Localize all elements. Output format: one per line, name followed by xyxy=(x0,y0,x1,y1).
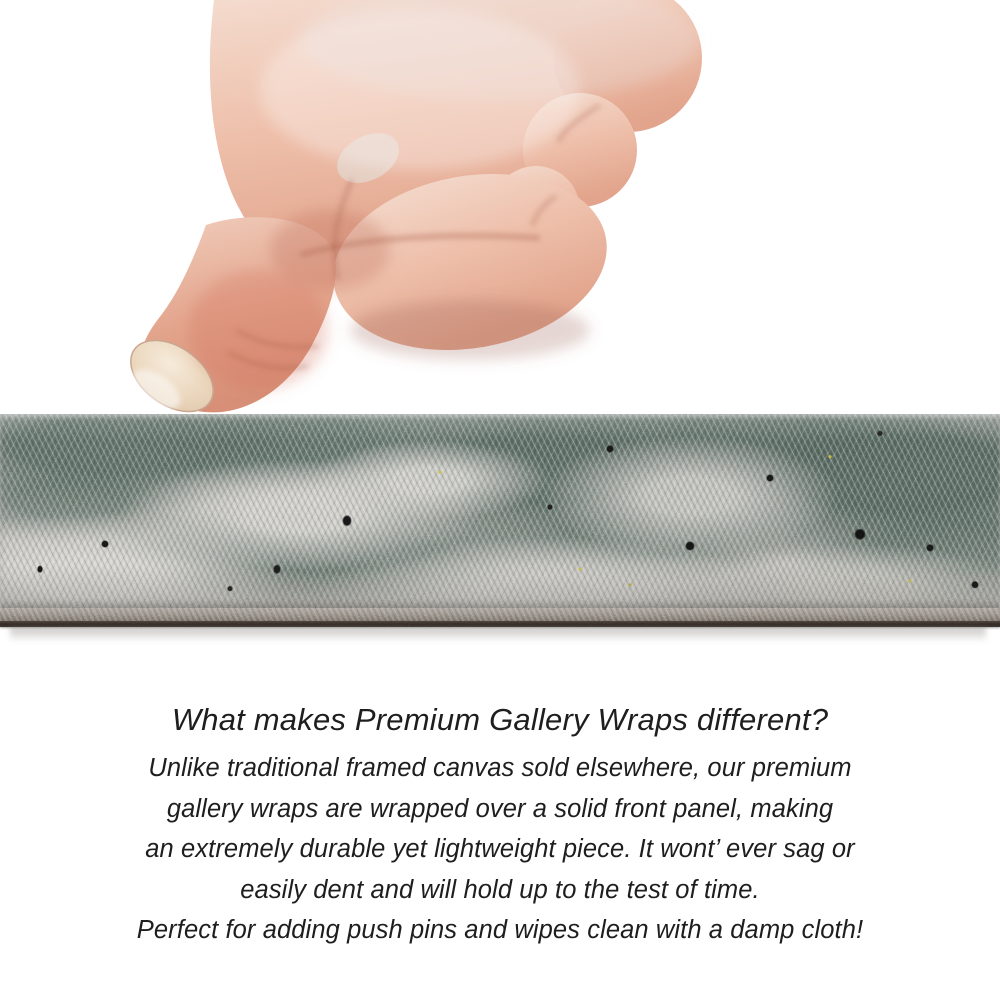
hand-photo xyxy=(0,0,1000,430)
canvas-edge-photo xyxy=(0,414,1000,660)
headline: What makes Premium Gallery Wraps different? xyxy=(171,702,829,737)
body-line-3: an extremely durable yet lightweight piece. It wont’ ever sag or xyxy=(145,835,855,863)
body-line-5: Perfect for adding push pins and wipes clean with a damp cloth! xyxy=(136,916,864,944)
canvas-texture xyxy=(0,414,1000,608)
finger-underside-shadow xyxy=(350,300,590,360)
panel-drop-shadow xyxy=(10,627,986,642)
thumb-flush xyxy=(188,270,328,390)
canvas-rolled-edge xyxy=(0,608,1000,621)
description-block xyxy=(0,701,1000,951)
body-line-4: easily dent and will hold up to the test of time. xyxy=(240,875,760,904)
body-line-1: Unlike traditional framed canvas sold elsewhere, our premium xyxy=(148,754,852,782)
body-line-2: gallery wraps are wrapped over a solid front panel, making xyxy=(166,794,834,823)
